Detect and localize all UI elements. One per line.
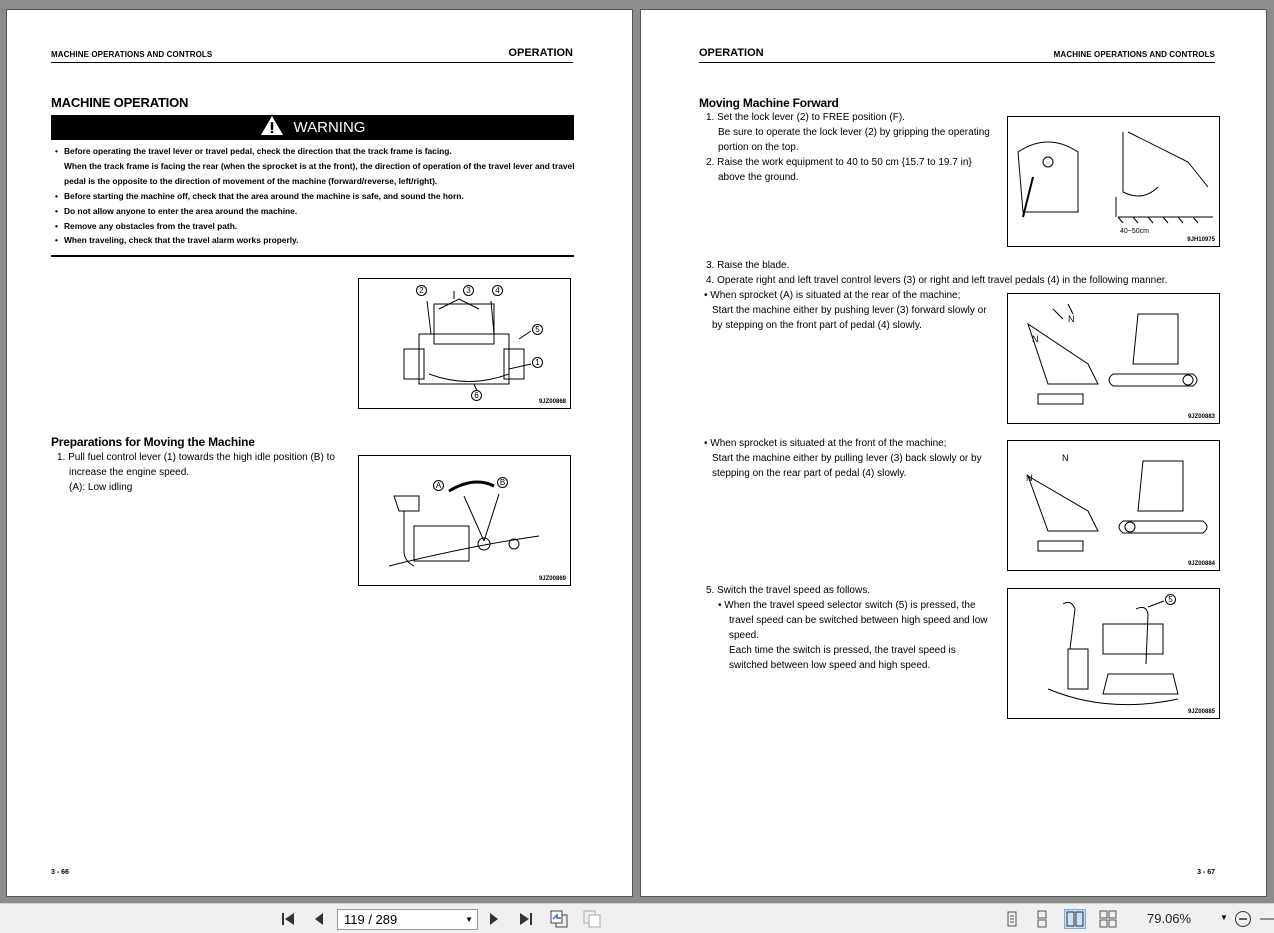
step: 4. Operate right and left travel control levers (3) or right and left travel pedals (4) in the following manner. — [706, 275, 1168, 286]
step-5 — [706, 583, 1006, 673]
step: 1. Set the lock lever (2) to FREE position (F). — [706, 112, 905, 123]
figure-cab-controls — [358, 278, 571, 409]
prep-step: (A): Low idling — [69, 482, 133, 493]
continuous-view-icon[interactable] — [1031, 909, 1053, 929]
figure-speed-switch: 5 9JZ00885 — [1007, 588, 1220, 719]
prep-title: Preparations for Moving the Machine — [51, 435, 255, 449]
warning-list — [55, 144, 575, 248]
zoom-out-icon[interactable] — [1233, 910, 1253, 928]
callout: 5 — [532, 324, 543, 335]
page-header — [699, 46, 1215, 63]
bullet: stepping on the rear part of pedal (4) slowly. — [712, 468, 907, 479]
bullet-front — [704, 436, 1004, 481]
bullet-rear — [704, 288, 1004, 333]
bullet: • When sprocket (A) is situated at the rear of the machine; — [704, 290, 961, 301]
figure-code: 9JZ00885 — [1187, 709, 1215, 715]
callout: 1 — [532, 357, 543, 368]
page-number-input[interactable]: 119 / 289 ▼ — [337, 909, 478, 930]
warning-title: WARNING — [293, 119, 366, 136]
warning-item: • When traveling, check that the travel alarm works properly. — [55, 233, 575, 248]
step: 5. Switch the travel speed as follows. — [706, 585, 870, 596]
sub-bullet: speed. — [729, 630, 760, 641]
prep-step: increase the engine speed. — [69, 467, 190, 478]
callout: A — [433, 480, 444, 491]
page-right — [640, 9, 1267, 897]
copy-page-icon[interactable] — [548, 910, 570, 928]
warning-item: • Do not allow anyone to enter the area around the machine. — [55, 204, 575, 219]
warning-banner — [51, 115, 574, 140]
sub-bullet: switched between low speed and high speed. — [729, 660, 931, 671]
continuous-facing-view-icon[interactable] — [1097, 909, 1119, 929]
figure-code: 9JZ00869 — [538, 576, 566, 582]
step: Be sure to operate the lock lever (2) by gripping the operating — [718, 127, 990, 138]
figure-code: 9JZ00868 — [538, 399, 566, 405]
step: 3. Raise the blade. — [706, 260, 790, 271]
paste-page-icon[interactable] — [581, 910, 603, 928]
bullet: • When sprocket is situated at the front of the machine; — [704, 438, 947, 449]
page-left — [6, 9, 633, 897]
sub-bullet: Each time the switch is pressed, the travel speed is — [729, 645, 956, 656]
single-page-view-icon[interactable] — [1001, 909, 1023, 929]
section-title: MACHINE OPERATION — [51, 95, 189, 110]
figure-sprocket-rear: N N 9JZ00883 — [1007, 293, 1220, 424]
warning-item: • Before operating the travel lever or travel pedal, check the direction that the track frame is facing. — [55, 144, 575, 159]
page-header — [51, 46, 573, 63]
warning-item: • Before starting the machine off, check that the area around the machine is safe, and sound the horn. — [55, 189, 575, 204]
step: above the ground. — [718, 172, 799, 183]
bullet: by stepping on the front part of pedal (4) slowly. — [712, 320, 922, 331]
callout: 2 — [416, 285, 427, 296]
header-chapter: OPERATION — [699, 47, 764, 59]
divider — [51, 255, 574, 257]
figure-fuel-lever — [358, 455, 571, 586]
sub-bullet: travel speed can be switched between high speed and low — [729, 615, 988, 626]
header-chapter: OPERATION — [508, 47, 573, 59]
warning-item: pedal is the opposite to the direction of movement of the machine (forward/reverse, left/right). — [64, 175, 438, 186]
warning-item: When the track frame is facing the rear (when the sprocket is at the front), the direction of operation of the travel lever and travel — [64, 160, 575, 171]
prep-steps — [57, 450, 357, 495]
section-title: Moving Machine Forward — [699, 96, 839, 110]
next-page-icon[interactable] — [486, 910, 502, 928]
warning-item: • Remove any obstacles from the travel path. — [55, 219, 575, 234]
prep-step: 1. Pull fuel control lever (1) towards the high idle position (B) to — [57, 452, 335, 463]
zoom-slider[interactable] — [1258, 910, 1274, 928]
figure-code: 9JZ00884 — [1187, 561, 1215, 567]
callout: 4 — [492, 285, 503, 296]
sub-bullet: • When the travel speed selector switch (5) is pressed, the — [718, 600, 976, 611]
figure-code: 9JZ00883 — [1187, 414, 1215, 420]
callout: 6 — [471, 390, 482, 401]
zoom-level[interactable]: 79.06% — [1147, 911, 1192, 926]
page-number: 3 - 67 — [1197, 869, 1215, 876]
header-section: MACHINE OPERATIONS AND CONTROLS — [51, 50, 213, 59]
steps-3-4 — [706, 258, 1266, 288]
viewer-toolbar — [0, 903, 1274, 933]
figure-lock-lever — [1007, 116, 1220, 247]
figure-code: 9JH10975 — [1187, 237, 1215, 243]
callout: 3 — [463, 285, 474, 296]
bullet: Start the machine either by pushing lever (3) forward slowly or — [712, 305, 987, 316]
first-page-icon[interactable] — [280, 910, 298, 928]
bullet: Start the machine either by pulling lever (3) back slowly or by — [712, 453, 982, 464]
steps-1-2 — [706, 110, 1006, 185]
callout: B — [497, 477, 508, 488]
chevron-down-icon[interactable]: ▼ — [1220, 913, 1228, 922]
chevron-down-icon[interactable]: ▼ — [465, 915, 473, 924]
height-label: 40~50cm — [1120, 228, 1149, 235]
step: 2. Raise the work equipment to 40 to 50 cm {15.7 to 19.7 in} — [706, 157, 972, 168]
page-number: 3 - 66 — [51, 869, 69, 876]
step: portion on the top. — [718, 142, 799, 153]
figure-sprocket-front: N N 9JZ00884 — [1007, 440, 1220, 571]
last-page-icon[interactable] — [516, 910, 534, 928]
previous-page-icon[interactable] — [311, 910, 327, 928]
facing-pages-view-icon[interactable] — [1064, 909, 1086, 929]
warning-icon — [260, 115, 284, 140]
header-section: MACHINE OPERATIONS AND CONTROLS — [1053, 50, 1215, 59]
